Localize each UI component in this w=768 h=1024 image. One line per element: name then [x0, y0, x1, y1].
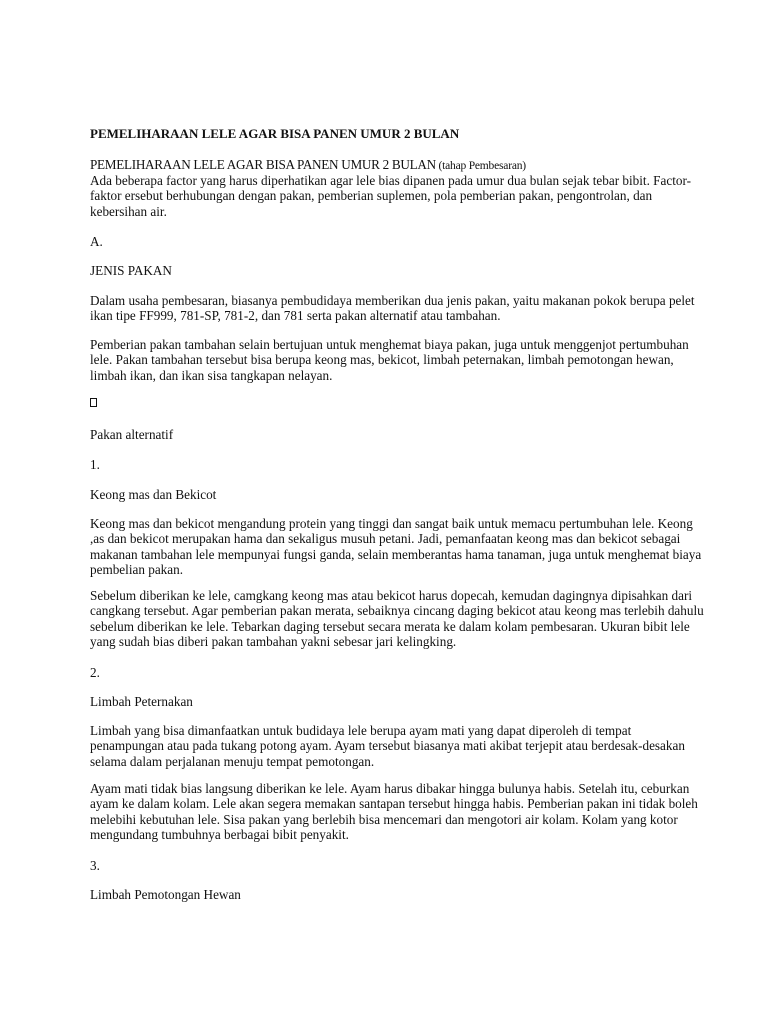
item-number-2: 2.	[90, 665, 100, 680]
intro-line: kebersihan air.	[90, 203, 167, 219]
item-number-1: 1.	[90, 457, 100, 472]
paragraph-line: Limbah yang bisa dimanfaatkan untuk budidaya lele berupa ayam mati yang dapat diperoleh di tempat	[90, 723, 632, 738]
paragraph-line: yang sudah bias diberi pakan tambahan yakni sebesar jari kelingking.	[90, 634, 457, 650]
document-subtitle	[90, 157, 690, 174]
subtitle-paren: (tahap Pembesaran)	[435, 160, 526, 172]
paragraph-line: melebihi kebutuhan lele. Sisa pakan yang berlebih bisa mencemari dan mengotori air kolam. Kolam yang kotor	[90, 811, 678, 827]
paragraph-line: lele. Pakan tambahan tersebut bisa berupa keong mas, bekicot, limbah peternakan, limbah pemotongan hewan,	[90, 352, 674, 368]
bullet-box-icon	[90, 398, 97, 407]
heading-jenis-pakan: JENIS PAKAN	[90, 263, 172, 278]
heading-keong-bekicot: Keong mas dan Bekicot	[90, 487, 217, 502]
paragraph-line: sebelum diberikan ke lele. Tebarkan daging tersebut secara merata ke dalam kolam pembesaran. Ukuran bibit lele	[90, 618, 690, 634]
intro-line: Ada beberapa factor yang harus diperhatikan agar lele bias dipanen pada umur dua bulan sejak tebar bibit. Factor-	[90, 173, 691, 188]
paragraph-5	[90, 723, 690, 769]
heading-limbah-pemotongan: Limbah Pemotongan Hewan	[90, 887, 241, 902]
paragraph-line: pembelian pakan.	[90, 562, 184, 578]
paragraph-line: ayam ke dalam kolam. Lele akan segera memakan santapan tersebut hingga habis. Pemberian pakan ini tidak boleh	[90, 796, 698, 812]
paragraph-2	[90, 337, 690, 383]
paragraph-3	[90, 516, 702, 578]
paragraph-line: cangkang tersebut. Agar pemberian pakan merata, sebaiknya cincang daging bekicot atau keong mas terlebih dahulu	[90, 603, 704, 619]
paragraph-line: makanan tambahan lele mempunyai fungsi ganda, selain memberantas hama tanaman, juga untuk menghemat biaya	[90, 546, 702, 562]
paragraph-line: limbah ikan, dan ikan sisa tangkapan nelayan.	[90, 367, 333, 383]
section-marker-a: A.	[90, 234, 103, 249]
paragraph-line: mengundang tumbuhnya berbagai bibit penyakit.	[90, 827, 349, 843]
paragraph-line: penampungan atau pada tukang potong ayam. Ayam tersebut biasanya mati akibat terjepit atau berdesak-desakan	[90, 738, 685, 754]
paragraph-line: ,as dan bekicot merupakan hama dan sekaligus musuh petani. Jadi, pemanfaatan keong mas dan bekicot sebagai	[90, 531, 681, 547]
paragraph-line: ikan tipe FF999, 781-SP, 781-2, dan 781 serta pakan alternatif atau tambahan.	[90, 308, 501, 324]
paragraph-line: Sebelum diberikan ke lele, camgkang keong mas atau bekicot harus dopecah, kemudan dagingnya dipisahkan dari	[90, 588, 693, 603]
document-title: PEMELIHARAAN LELE AGAR BISA PANEN UMUR 2 BULAN	[90, 126, 460, 141]
item-number-3: 3.	[90, 858, 100, 873]
paragraph-4	[90, 588, 704, 650]
paragraph-1	[90, 293, 695, 324]
paragraph-line: Dalam usaha pembesaran, biasanya pembudidaya memberikan dua jenis pakan, yaitu makanan pokok berupa pelet	[90, 293, 695, 308]
heading-limbah-peternakan: Limbah Peternakan	[90, 694, 193, 709]
paragraph-line: Ayam mati tidak bias langsung diberikan ke lele. Ayam harus dibakar hingga bulunya habis. Setelah itu, ceburkan	[90, 781, 690, 796]
subtitle-main: PEMELIHARAAN LELE AGAR BISA PANEN UMUR 2 BULAN	[90, 157, 436, 172]
paragraph-line: Pemberian pakan tambahan selain bertujuan untuk menghemat biaya pakan, juga untuk menggenjot pertumbuhan	[90, 337, 689, 352]
intro-paragraph	[90, 173, 690, 219]
paragraph-6	[90, 781, 698, 843]
heading-pakan-alternatif: Pakan alternatif	[90, 427, 174, 442]
paragraph-line: selama dalam perjalanan menuju tempat pemotongan.	[90, 753, 375, 769]
paragraph-line: Keong mas dan bekicot mengandung protein yang tinggi dan sangat baik untuk memacu pertumbuhan lele. Keong	[90, 516, 693, 531]
intro-line: faktor ersebut berhubungan dengan pakan, pemberian suplemen, pola pemberian pakan, pengontrolan, dan	[90, 188, 653, 204]
